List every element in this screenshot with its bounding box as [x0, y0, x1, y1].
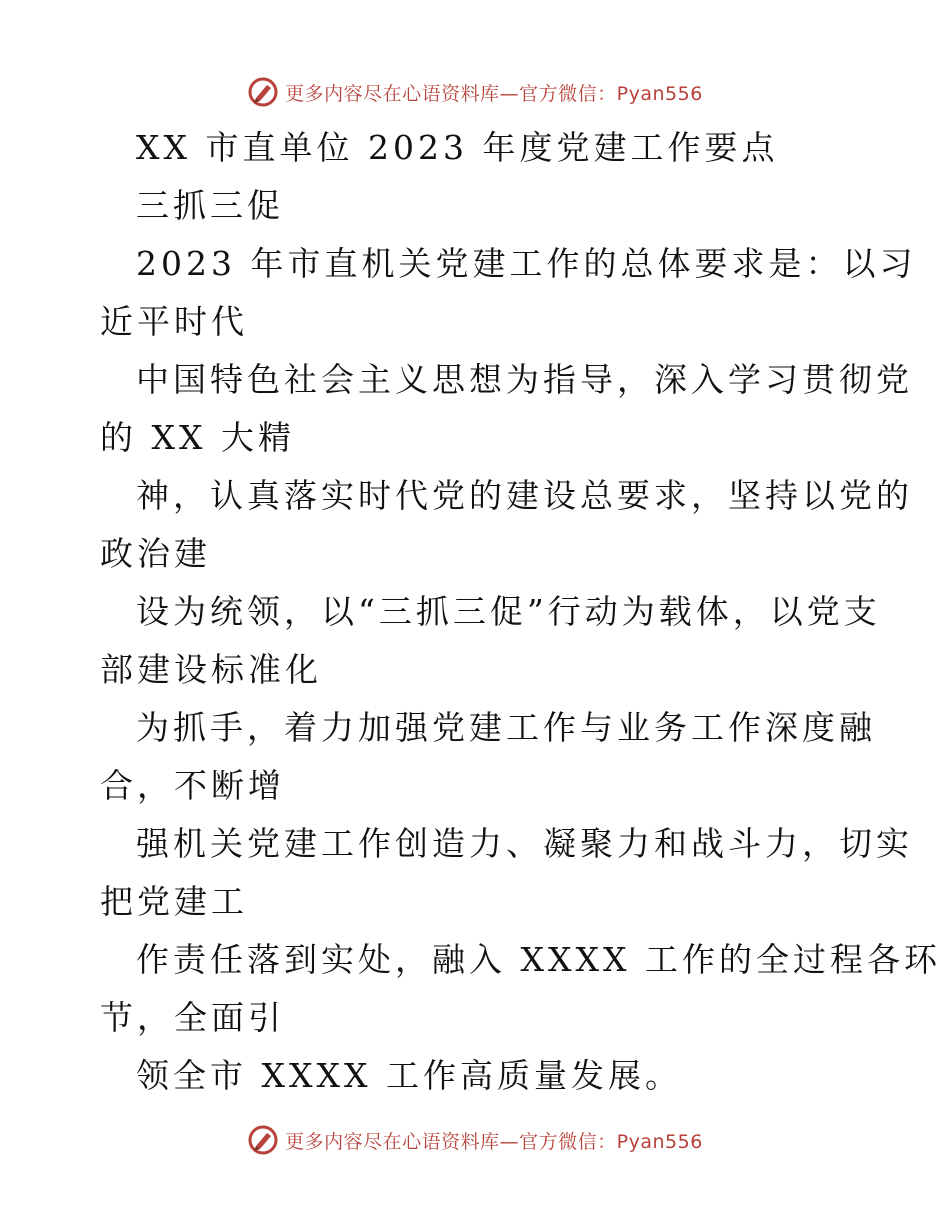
paragraph-line: 作责任落到实处，融入 XXXX 工作的全过程各环	[136, 940, 941, 979]
watermark-header	[0, 72, 950, 112]
paragraph-line: 近平时代	[100, 302, 248, 341]
paragraph-line: 合，不断增	[100, 766, 285, 805]
paragraph-line: 把党建工	[100, 882, 248, 921]
pen-logo-icon	[247, 1124, 279, 1156]
paragraph-line: 强机关党建工作创造力、凝聚力和战斗力，切实	[136, 824, 913, 863]
paragraph-line: 神，认真落实时代党的建设总要求，坚持以党的	[136, 476, 913, 515]
document-subtitle: 三抓三促	[136, 186, 284, 225]
paragraph-line: 政治建	[100, 534, 211, 573]
watermark-text: 更多内容尽在心语资料库—官方微信：Pyan556	[285, 1130, 703, 1153]
watermark-text: 更多内容尽在心语资料库—官方微信：Pyan556	[285, 82, 703, 105]
paragraph-line: 中国特色社会主义思想为指导，深入学习贯彻党	[136, 360, 913, 399]
paragraph-line: 2023 年市直机关党建工作的总体要求是：以习	[136, 244, 917, 283]
document-title: XX 市直单位 2023 年度党建工作要点	[136, 128, 779, 167]
pen-logo-icon	[247, 76, 279, 108]
paragraph-line: 部建设标准化	[100, 650, 322, 689]
paragraph-line: 设为统领，以“三抓三促”行动为载体，以党支	[136, 592, 881, 631]
watermark-footer	[0, 1120, 950, 1160]
paragraph-line: 节，全面引	[100, 998, 285, 1037]
paragraph-line: 的 XX 大精	[100, 418, 295, 457]
paragraph-line: 为抓手，着力加强党建工作与业务工作深度融	[136, 708, 876, 747]
paragraph-line: 领全市 XXXX 工作高质量发展。	[136, 1056, 682, 1095]
